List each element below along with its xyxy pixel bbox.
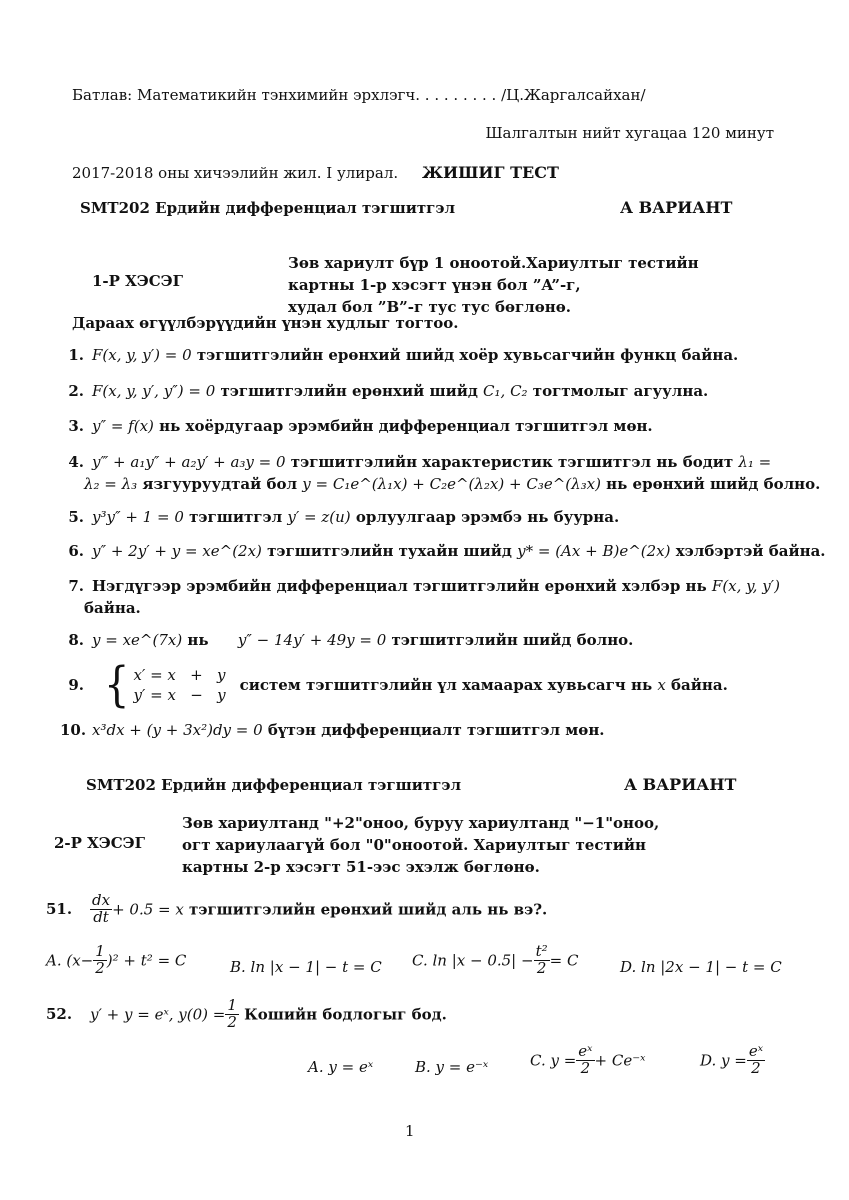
question-math: x³dx + (y + 3x²)dy = 0: [92, 721, 263, 739]
question-math: + 0.5 = x: [112, 900, 184, 919]
question-3: [60, 417, 653, 435]
fraction-numerator: dx: [92, 891, 111, 909]
question-5: [60, 508, 619, 526]
fraction: [225, 998, 239, 1031]
fraction-denominator: 2: [95, 958, 105, 977]
option-52-c: [530, 1044, 645, 1077]
fraction: [93, 944, 107, 977]
question-text: тэгшитгэлийн характеристик тэгшитгэл нь бодит: [285, 453, 739, 471]
part1-instruction-line: худал бол ”B”-г тус тус бөглөнө.: [288, 298, 571, 316]
academic-year: 2017-2018 оны хичээлийн жил. I улирал.: [72, 164, 399, 182]
question-text: тэгшитгэлийн ерөнхий шийд аль нь вэ?.: [183, 900, 548, 919]
question-text: нь хоёрдугаар эрэмбийн дифференциал тэгшитгэл мөн.: [153, 417, 653, 435]
part2-instruction-line: картны 2-р хэсэгт 51-ээс эхэлж бөглөнө.: [182, 858, 540, 876]
question-text: байна.: [665, 676, 728, 694]
option-52-a: A. y = eˣ: [308, 1058, 374, 1076]
question-math: λ₁ =: [738, 453, 772, 471]
question-text: тогтмолыг агуулна.: [527, 382, 709, 400]
part1-instruction-line: картны 1-р хэсэгт үнэн бол ”A”-г,: [288, 276, 581, 294]
approval-line: Батлав: Математикийн тэнхимийн эрхлэгч. . . . . . . . . /Ц.Жаргалсайхан/: [72, 86, 646, 104]
option-51-c: [412, 944, 578, 977]
question-text: орлуулгаар эрэмбэ нь буурна.: [350, 508, 620, 526]
option-52-d: [700, 1044, 765, 1077]
course-title: SMT202 Ердийн дифференциал тэгшитгэл: [80, 199, 456, 217]
question-math: y″ + 2y′ + y = xe^(2x): [92, 542, 262, 560]
option-51-b: B. ln |x − 1| − t = C: [230, 958, 382, 976]
part1-instruction-line: Зөв хариулт бүр 1 оноотой.Хариултыг тестийн: [288, 254, 699, 272]
question-math: y‴ + a₁y″ + a₂y′ + a₃y = 0: [92, 453, 286, 471]
question-number: 3.: [68, 417, 84, 435]
system-brace: {: [104, 657, 130, 713]
question-51: [46, 893, 547, 926]
question-10: [60, 721, 605, 739]
part2-instructions: [182, 812, 659, 878]
question-math: y′ + y = eˣ, y(0) =: [90, 1005, 226, 1024]
question-text: тэгшитгэлийн ерөнхий шийд: [215, 382, 484, 400]
fraction-denominator: 2: [536, 958, 547, 977]
option-text: + Ce⁻ˣ: [594, 1051, 646, 1070]
option-text: = C: [549, 951, 579, 970]
part2-variant-label: А ВАРИАНТ: [624, 775, 737, 794]
fraction-numerator: eˣ: [748, 1042, 764, 1060]
equation-system: [133, 665, 225, 705]
question-number: 10.: [60, 721, 87, 739]
question-text: тэгшитгэлийн тухайн шийд: [261, 542, 518, 560]
fraction-numerator: 1: [95, 942, 105, 960]
option-52-b: B. y = e⁻ˣ: [415, 1058, 489, 1076]
question-text: язгууруудтай бол: [137, 475, 303, 493]
system-eq-2: y′ = x − y: [133, 686, 226, 704]
question-6: [60, 542, 826, 560]
question-math: λ₂ = λ₃: [84, 475, 138, 493]
question-text: бүтэн дифференциалт тэгшитгэл мөн.: [262, 721, 605, 739]
question-text: Нэгдүгээр эрэмбийн дифференциал тэгшитгэлийн ерөнхий хэлбэр нь: [92, 577, 712, 595]
fraction: [576, 1044, 594, 1077]
question-7: [60, 577, 780, 617]
question-text: тэгшитгэлийн ерөнхий шийд хоёр хувьсагчийн функц байна.: [191, 346, 739, 364]
question-math: F(x, y, y′, y″) = 0: [92, 382, 216, 400]
part2-instruction-line: огт хариулаагүй бол "0"оноотой. Хариултыг тестийн: [182, 836, 646, 854]
question-2: [60, 382, 708, 400]
question-math: F(x, y, y′): [711, 577, 780, 595]
question-1: [60, 346, 738, 364]
question-text: байна.: [84, 599, 141, 617]
option-51-d: D. ln |2x − 1| − t = C: [620, 958, 782, 976]
fraction-denominator: 2: [227, 1012, 237, 1031]
question-math: y = xe^(7x): [92, 631, 183, 649]
question-text: нь: [182, 631, 214, 649]
question-text: тэгшитгэлийн шийд болно.: [386, 631, 634, 649]
question-math: y″ = f(x): [92, 417, 154, 435]
question-math: y³y″ + 1 = 0: [92, 508, 184, 526]
option-text: C. ln |x − 0.5| −: [412, 951, 534, 970]
option-text: )² + t² = C: [106, 951, 187, 970]
question-number: 4.: [68, 453, 84, 471]
option-text: A. (x−: [46, 951, 94, 970]
fraction-numerator: 1: [227, 996, 237, 1014]
question-number: 8.: [68, 631, 84, 649]
part2-instruction-line: Зөв хариултанд "+2"оноо, буруу хариултанд "−1"оноо,: [182, 814, 660, 832]
question-text: хэлбэртэй байна.: [670, 542, 826, 560]
fraction-denominator: 2: [751, 1058, 761, 1077]
option-text: D. y =: [700, 1051, 747, 1070]
question-number: 7.: [68, 577, 84, 595]
fraction-numerator: eˣ: [578, 1042, 593, 1060]
part2-course-title: SMT202 Ердийн дифференциал тэгшитгэл: [86, 776, 462, 794]
question-8: [60, 631, 633, 649]
question-number: 2.: [68, 382, 84, 400]
question-math: y* = (Ax + B)e^(2x): [517, 542, 671, 560]
question-text: нь ерөнхий шийд болно.: [600, 475, 821, 493]
option-text: C. y =: [530, 1051, 577, 1070]
question-text: Кошийн бодлогыг бод.: [238, 1005, 447, 1024]
question-math: y = C₁e^(λ₁x) + C₂e^(λ₂x) + C₃e^(λ₃x): [302, 475, 601, 493]
question-math: y″ − 14y′ + 49y = 0: [237, 631, 387, 649]
question-number: 9.: [68, 676, 84, 694]
question-number: 6.: [68, 542, 84, 560]
page-number: 1: [405, 1122, 415, 1140]
question-math: x: [657, 676, 666, 694]
exam-duration: Шалгалтын нийт хугацаа 120 минут: [485, 124, 774, 142]
fraction: [90, 893, 112, 926]
question-math: y′ = z(u): [287, 508, 351, 526]
question-number: 1.: [68, 346, 84, 364]
question-math: F(x, y, y′) = 0: [92, 346, 192, 364]
fraction-denominator: dt: [93, 907, 109, 926]
question-number: 51.: [46, 900, 73, 919]
question-52: [46, 998, 447, 1031]
fraction-numerator: t²: [535, 942, 548, 960]
system-eq-1: x′ = x + y: [133, 666, 226, 684]
question-4: [60, 453, 820, 493]
fraction: [534, 944, 550, 977]
part1-task: Дараах өгүүлбэрүүдийн үнэн худлыг тогтоо.: [72, 314, 459, 332]
question-math: C₁, C₂: [483, 382, 528, 400]
question-text: тэгшитгэл: [183, 508, 288, 526]
variant-label: А ВАРИАНТ: [620, 198, 733, 217]
option-51-a: [46, 944, 186, 977]
part1-instructions: [288, 252, 699, 318]
fraction-denominator: 2: [580, 1058, 591, 1077]
test-title: ЖИШИГ ТЕСТ: [422, 163, 559, 182]
question-text: систем тэгшитгэлийн үл хамаарах хувьсагч нь: [239, 676, 658, 694]
part1-label: 1-Р ХЭСЭГ: [92, 272, 183, 290]
question-number: 5.: [68, 508, 84, 526]
question-9: [60, 657, 728, 713]
part2-label: 2-Р ХЭСЭГ: [54, 834, 145, 852]
question-number: 52.: [46, 1005, 73, 1024]
fraction: [747, 1044, 765, 1077]
